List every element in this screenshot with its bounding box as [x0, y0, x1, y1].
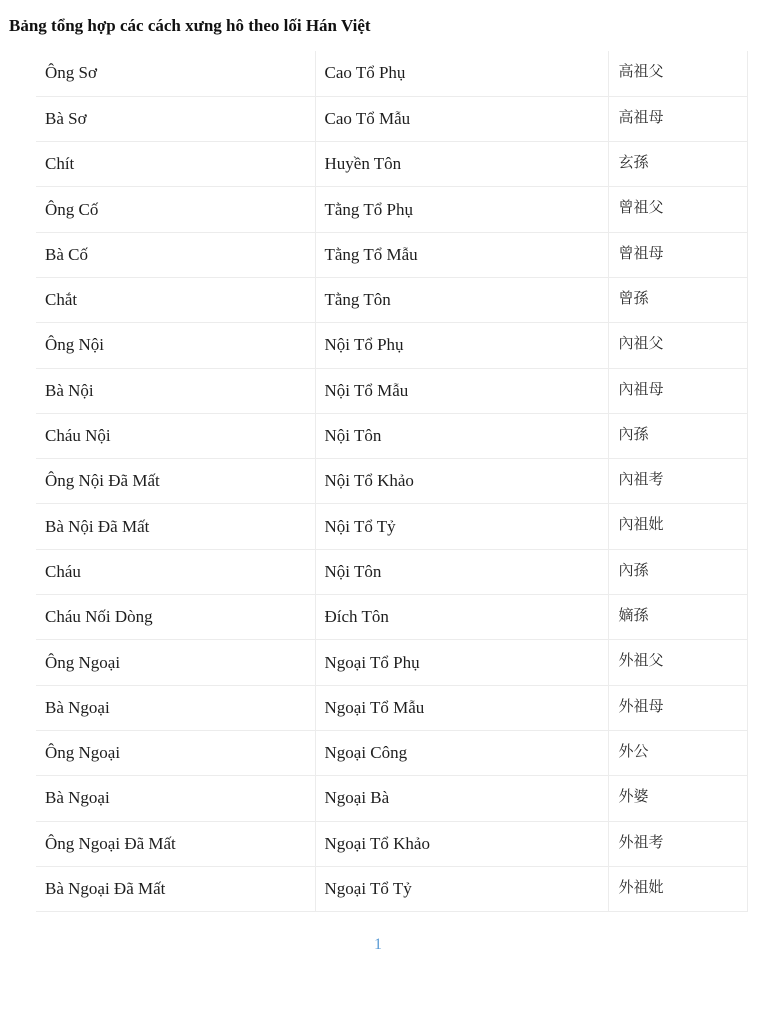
han-viet-term-cell: Tằng Tôn: [315, 277, 608, 322]
table-row: [36, 96, 747, 141]
table-row: [36, 595, 747, 640]
table-row: [36, 142, 747, 187]
vietnamese-term-cell: Bà Nội Đã Mất: [36, 504, 315, 549]
vietnamese-term-cell: Bà Cố: [36, 232, 315, 277]
vietnamese-term-cell: Cháu Nội: [36, 413, 315, 458]
vietnamese-term-cell: Cháu Nối Dòng: [36, 595, 315, 640]
han-viet-term-cell: Tằng Tổ Phụ: [315, 187, 608, 232]
table-row: [36, 549, 747, 594]
table-row: [36, 730, 747, 775]
table-row: [36, 232, 747, 277]
han-viet-term-cell: Ngoại Tổ Phụ: [315, 640, 608, 685]
han-tu-cell: 外公: [608, 730, 747, 775]
vietnamese-term-cell: Bà Ngoại Đã Mất: [36, 866, 315, 911]
table-row: [36, 277, 747, 322]
table-row: [36, 821, 747, 866]
table-row: [36, 187, 747, 232]
han-tu-cell: 嫡孫: [608, 595, 747, 640]
han-viet-term-cell: Ngoại Bà: [315, 776, 608, 821]
han-viet-term-cell: Huyền Tôn: [315, 142, 608, 187]
han-viet-term-cell: Cao Tổ Mẫu: [315, 96, 608, 141]
han-tu-cell: 曾孫: [608, 277, 747, 322]
han-viet-term-cell: Ngoại Tổ Tỷ: [315, 866, 608, 911]
han-viet-term-cell: Nội Tổ Mẫu: [315, 368, 608, 413]
table-row: [36, 685, 747, 730]
han-tu-cell: 曾祖父: [608, 187, 747, 232]
table-row: [36, 323, 747, 368]
table-row: [36, 368, 747, 413]
han-tu-cell: 內祖父: [608, 323, 747, 368]
han-viet-term-cell: Cao Tổ Phụ: [315, 51, 608, 96]
vietnamese-term-cell: Bà Ngoại: [36, 776, 315, 821]
han-tu-cell: 外祖妣: [608, 866, 747, 911]
han-viet-term-cell: Nội Tổ Tỷ: [315, 504, 608, 549]
han-viet-term-cell: Tằng Tổ Mẫu: [315, 232, 608, 277]
vietnamese-term-cell: Ông Ngoại: [36, 730, 315, 775]
han-viet-term-cell: Ngoại Công: [315, 730, 608, 775]
han-viet-term-cell: Ngoại Tổ Mẫu: [315, 685, 608, 730]
vietnamese-term-cell: Ông Nội Đã Mất: [36, 459, 315, 504]
vietnamese-term-cell: Chắt: [36, 277, 315, 322]
han-tu-cell: 內祖母: [608, 368, 747, 413]
vietnamese-term-cell: Ông Sơ: [36, 51, 315, 96]
han-tu-cell: 內孫: [608, 549, 747, 594]
han-viet-term-cell: Nội Tôn: [315, 549, 608, 594]
table-row: [36, 776, 747, 821]
table-row: [36, 866, 747, 911]
table-row: [36, 504, 747, 549]
address-terms-table: [36, 51, 748, 912]
vietnamese-term-cell: Bà Sơ: [36, 96, 315, 141]
vietnamese-term-cell: Bà Nội: [36, 368, 315, 413]
han-tu-cell: 玄孫: [608, 142, 747, 187]
vietnamese-term-cell: Ông Ngoại: [36, 640, 315, 685]
han-tu-cell: 外祖母: [608, 685, 747, 730]
vietnamese-term-cell: Ông Nội: [36, 323, 315, 368]
han-viet-term-cell: Ngoại Tổ Khảo: [315, 821, 608, 866]
han-tu-cell: 高祖父: [608, 51, 747, 96]
han-tu-cell: 外祖父: [608, 640, 747, 685]
han-tu-cell: 曾祖母: [608, 232, 747, 277]
han-tu-cell: 外祖考: [608, 821, 747, 866]
table-row: [36, 459, 747, 504]
table-row: [36, 51, 747, 96]
han-tu-cell: 內祖考: [608, 459, 747, 504]
vietnamese-term-cell: Chít: [36, 142, 315, 187]
vietnamese-term-cell: Bà Ngoại: [36, 685, 315, 730]
vietnamese-term-cell: Cháu: [36, 549, 315, 594]
table-row: [36, 640, 747, 685]
table-row: [36, 413, 747, 458]
vietnamese-term-cell: Ông Cố: [36, 187, 315, 232]
address-terms-table-container: [36, 51, 747, 912]
han-viet-term-cell: Nội Tôn: [315, 413, 608, 458]
han-tu-cell: 外婆: [608, 776, 747, 821]
han-viet-term-cell: Đích Tôn: [315, 595, 608, 640]
han-viet-term-cell: Nội Tổ Phụ: [315, 323, 608, 368]
han-tu-cell: 內孫: [608, 413, 747, 458]
han-tu-cell: 高祖母: [608, 96, 747, 141]
vietnamese-term-cell: Ông Ngoại Đã Mất: [36, 821, 315, 866]
han-tu-cell: 內祖妣: [608, 504, 747, 549]
han-viet-term-cell: Nội Tổ Khảo: [315, 459, 608, 504]
table-body: [36, 51, 747, 912]
page-number: 1: [374, 936, 382, 953]
page-title: Bảng tổng hợp các cách xưng hô theo lối Hán Việt: [9, 16, 371, 35]
